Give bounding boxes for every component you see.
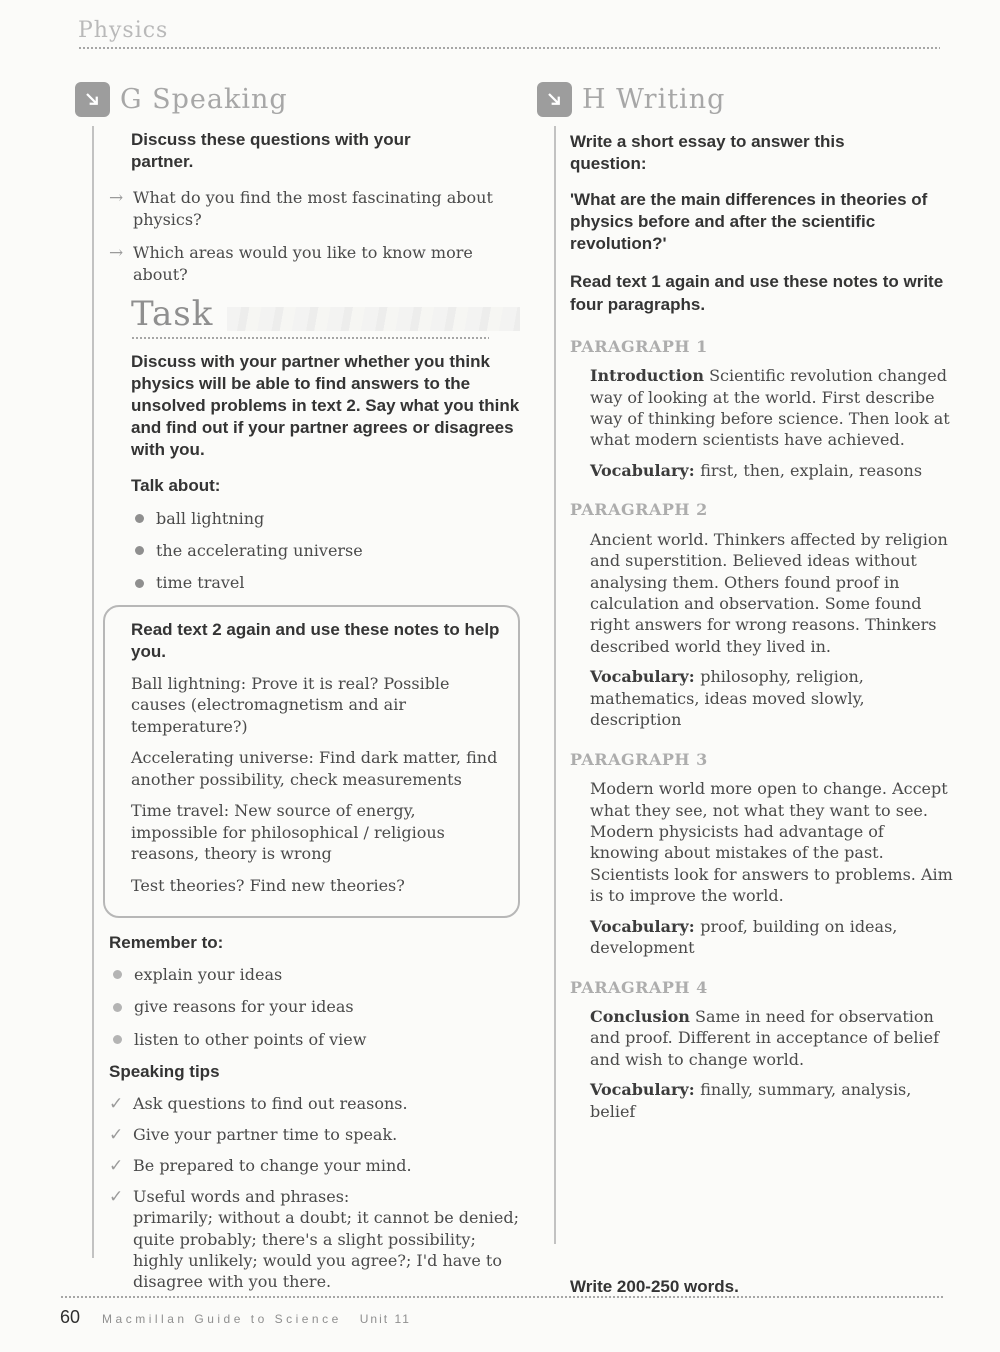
bullet-icon <box>135 546 144 555</box>
speaking-tip <box>109 1186 520 1293</box>
vocabulary-label: Vocabulary: <box>590 916 695 936</box>
page-number: 60 <box>60 1307 81 1327</box>
vocabulary-text: proof, building on ideas, development <box>590 916 898 958</box>
notes-box <box>103 605 520 918</box>
speaking-section-head <box>75 82 520 117</box>
unit-label: Unit 11 <box>359 1312 411 1326</box>
check-icon: ✓ <box>109 1155 124 1176</box>
talk-about-item <box>135 508 520 529</box>
talk-about-text: ball lightning <box>156 508 265 528</box>
remember-item <box>113 996 520 1017</box>
task-title: Task <box>131 293 214 334</box>
remember-text: give reasons for your ideas <box>134 997 354 1017</box>
speaking-section-title: G Speaking <box>120 84 288 115</box>
writing-section-title: H Writing <box>582 84 726 115</box>
speaking-question <box>109 242 520 285</box>
paragraph-text: Modern world more open to change. Accept what they see, not what they want to see. Modern physicists had advantage of knowing about mistakes of the past. Scientists look for answers to problems. Aim is to improve the world. <box>590 779 953 906</box>
bullet-icon <box>113 1003 122 1012</box>
paragraph-lead: Conclusion <box>590 1007 690 1027</box>
arrow-right-icon: → <box>109 188 124 209</box>
writing-vertical-rule <box>554 126 556 1244</box>
notes-box-note: Time travel: New source of energy, impossible for philosophical / religious reasons, theory is wrong <box>131 801 445 864</box>
writing-section <box>537 82 955 1304</box>
footer-divider <box>60 1296 945 1298</box>
talk-about-item <box>135 572 520 593</box>
notes-box-note: Ball lightning: Prove it is real? Possible causes (electromagnetism and air temperature?) <box>131 674 450 736</box>
vocabulary-label: Vocabulary: <box>590 460 695 480</box>
paragraph-label: PARAGRAPH 4 <box>570 977 708 997</box>
speaking-section <box>75 82 520 1304</box>
writing-section-body <box>537 129 955 1304</box>
speaking-vertical-rule <box>92 126 94 1258</box>
header-divider <box>78 47 940 49</box>
speaking-tip-text <box>133 1155 520 1178</box>
writing-section-head <box>537 82 955 117</box>
paragraph-vocabulary <box>590 666 955 730</box>
paragraph-body <box>590 365 955 451</box>
book-title: Macmillan Guide to Science <box>102 1312 342 1326</box>
vocabulary-text: finally, summary, analysis, belief <box>590 1080 912 1121</box>
page-subject-label: Physics <box>78 18 169 43</box>
talk-about-label: Talk about: <box>131 476 221 496</box>
content-columns <box>75 82 955 1304</box>
page-footer <box>60 1296 945 1328</box>
notes-box-note: Accelerating universe: Find dark matter, find another possibility, check measurements <box>131 748 498 789</box>
paragraph-label: PARAGRAPH 1 <box>570 336 708 356</box>
check-icon: ✓ <box>109 1186 124 1207</box>
tip-title: Useful words and phrases: <box>133 1186 350 1206</box>
vocabulary-text: philosophy, religion, mathematics, ideas moved slowly, description <box>590 667 865 730</box>
talk-about-text: time travel <box>156 573 245 593</box>
footer-row <box>60 1307 945 1328</box>
speaking-question-text: What do you find the most fascinating about physics? <box>133 188 493 229</box>
section-arrow-icon <box>75 82 110 117</box>
tip-detail: primarily; without a doubt; it cannot be denied; quite probably; there's a slight possibility; highly unlikely; would you agree?; I'd have to disagree with you there. <box>133 1208 519 1292</box>
speaking-intro: Discuss these questions with your partner. <box>131 130 411 172</box>
notes-box-note: Test theories? Find new theories? <box>131 875 405 895</box>
task-underline <box>131 337 489 339</box>
tip-title: Ask questions to find out reasons. <box>133 1094 408 1114</box>
writing-essay-question: 'What are the main differences in theories of physics before and after the scientific revolution?' <box>570 190 928 254</box>
word-count-instruction: Write 200-250 words. <box>570 1276 739 1296</box>
bullet-icon <box>113 1035 122 1044</box>
speaking-tip-text <box>133 1124 520 1147</box>
paragraph-text: Same in need for observation and proof. Different in acceptance of belief and wish to change world. <box>590 1007 940 1069</box>
bullet-icon <box>135 579 144 588</box>
talk-about-text: the accelerating universe <box>156 540 363 560</box>
speaking-section-body <box>75 129 520 1293</box>
speaking-tip-text <box>133 1093 520 1116</box>
paragraph-vocabulary <box>590 460 955 481</box>
remember-item <box>113 1029 520 1050</box>
paragraph-lead: Introduction <box>590 366 704 386</box>
writing-instruction: Read text 1 again and use these notes to write four paragraphs. <box>570 272 944 314</box>
paragraph-body <box>590 778 955 907</box>
page-header <box>78 18 940 49</box>
task-heading-row <box>131 293 520 334</box>
vocabulary-text: first, then, explain, reasons <box>700 460 923 480</box>
speaking-tip <box>109 1155 520 1178</box>
remember-item <box>113 964 520 985</box>
bullet-icon <box>135 514 144 523</box>
paragraph-label: PARAGRAPH 3 <box>570 749 708 769</box>
tip-title: Be prepared to change your mind. <box>133 1155 412 1175</box>
paragraph-text: Scientific revolution changed way of looking at the world. First describe way of thinking before science. Then look at what modern scientists have achieved. <box>590 366 950 450</box>
speaking-tip <box>109 1124 520 1147</box>
task-watermark <box>227 307 520 331</box>
speaking-tip <box>109 1093 520 1116</box>
speaking-question <box>109 187 520 230</box>
paragraph-vocabulary <box>590 916 955 959</box>
paragraph-text: Ancient world. Thinkers affected by religion and superstition. Believed ideas without analysing them. Others found proof in calculation and observation. Some found right answers for wrong reasons. Thinkers described world they lived in. <box>590 529 948 656</box>
remember-text: listen to other points of view <box>134 1029 367 1049</box>
paragraph-body <box>590 1006 955 1070</box>
speaking-question-text: Which areas would you like to know more about? <box>133 243 473 284</box>
arrow-right-icon: → <box>109 243 124 264</box>
paragraph-body <box>590 529 955 658</box>
section-arrow-icon <box>537 82 572 117</box>
speaking-tip-text <box>133 1186 520 1293</box>
paragraph-vocabulary <box>590 1079 955 1122</box>
check-icon: ✓ <box>109 1094 124 1115</box>
paragraph-label: PARAGRAPH 2 <box>570 500 708 520</box>
talk-about-item <box>135 540 520 561</box>
task-instructions: Discuss with your partner whether you think physics will be able to find answers to the unsolved problems in text 2. Say what you think and find out if your partner agrees or disagrees with you. <box>131 351 520 460</box>
speaking-tips-label: Speaking tips <box>109 1062 220 1082</box>
tip-title: Give your partner time to speak. <box>133 1125 398 1145</box>
check-icon: ✓ <box>109 1125 124 1146</box>
bullet-icon <box>113 970 122 979</box>
notes-box-heading: Read text 2 again and use these notes to help you. <box>131 619 500 661</box>
remember-label: Remember to: <box>109 932 224 952</box>
writing-intro: Write a short essay to answer this question: <box>570 132 845 174</box>
vocabulary-label: Vocabulary: <box>590 1080 695 1100</box>
remember-text: explain your ideas <box>134 965 283 985</box>
vocabulary-label: Vocabulary: <box>590 667 695 687</box>
